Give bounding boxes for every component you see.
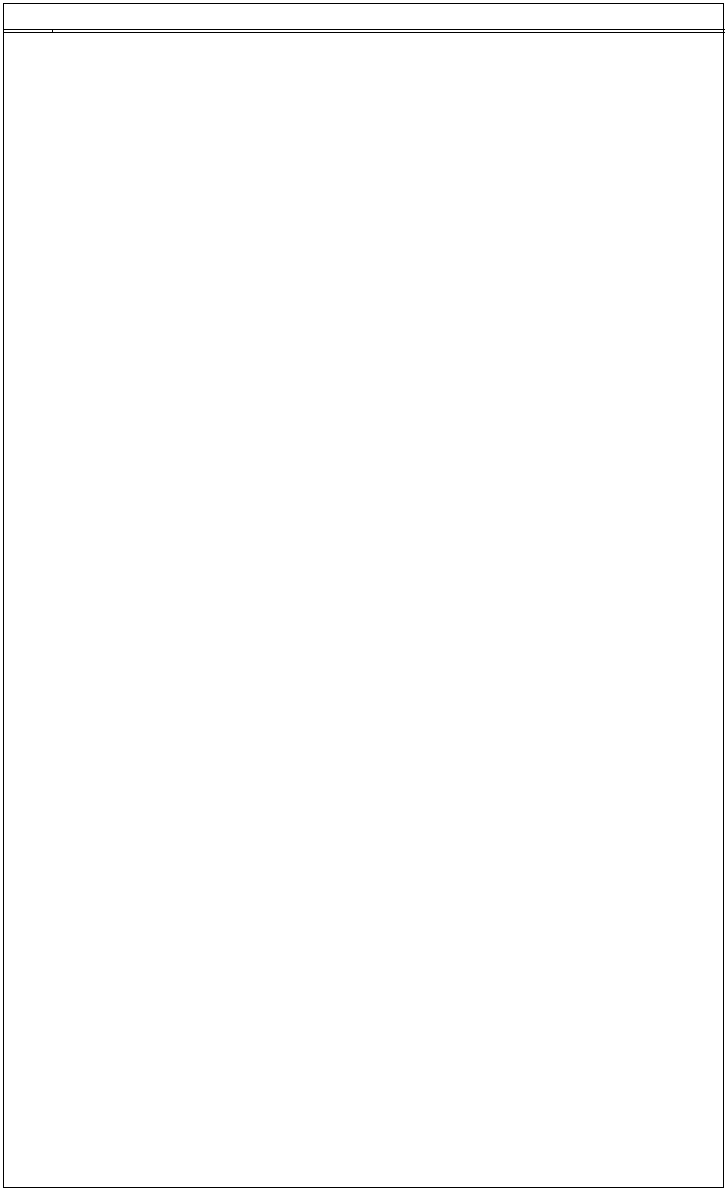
website-note [4,33,723,35]
tender-notice-page [3,3,724,1188]
